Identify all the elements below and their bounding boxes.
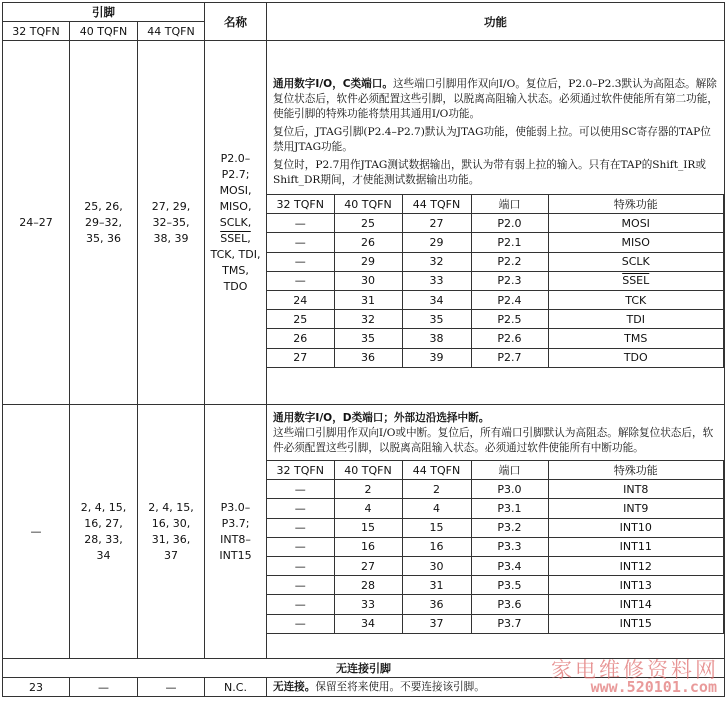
p3-pins44: 2, 4, 15, 16, 30, 31, 36, 37 <box>138 405 205 659</box>
special-function-row <box>267 290 724 309</box>
pin-description-table <box>2 2 725 697</box>
special-function-cell: TDI <box>548 310 724 329</box>
special-function-cell: 33 <box>334 595 402 614</box>
special-function-cell: 32 <box>402 252 471 271</box>
p2-th-32: 32 TQFN <box>267 195 334 214</box>
p2-name-line: SCLK, <box>219 215 252 229</box>
special-function-cell: INT13 <box>548 576 724 595</box>
special-function-cell: MOSI <box>548 214 724 233</box>
special-function-cell: — <box>267 556 334 575</box>
p3-pins40: 2, 4, 15, 16, 27, 28, 33, 34 <box>70 405 138 659</box>
special-function-row <box>267 576 724 595</box>
special-function-cell: 15 <box>334 518 402 537</box>
special-function-cell: 25 <box>267 310 334 329</box>
special-function-cell: P3.2 <box>471 518 548 537</box>
special-function-cell: 2 <box>402 480 471 499</box>
p3-function <box>267 405 725 659</box>
special-function-cell: 27 <box>402 214 471 233</box>
special-function-cell: — <box>267 576 334 595</box>
special-function-cell: 38 <box>402 329 471 348</box>
p2-pins40: 25, 26, 29–32, 35, 36 <box>70 41 138 405</box>
special-function-cell: P3.0 <box>471 480 548 499</box>
special-function-cell: P2.4 <box>471 290 548 309</box>
special-function-cell: 35 <box>334 329 402 348</box>
special-function-cell: P2.2 <box>471 252 548 271</box>
p3-th-special: 特殊功能 <box>548 461 724 480</box>
special-function-cell: TCK <box>548 290 724 309</box>
special-function-cell: 33 <box>402 271 471 290</box>
special-function-cell: SSEL <box>548 271 724 290</box>
special-function-cell: 34 <box>334 614 402 633</box>
special-function-cell: P3.3 <box>471 537 548 556</box>
special-function-row <box>267 329 724 348</box>
p3-description <box>267 405 724 456</box>
p3-th-40: 40 TQFN <box>334 461 402 480</box>
p3-pins32: — <box>3 405 70 659</box>
special-function-cell: P3.6 <box>471 595 548 614</box>
special-function-cell: INT14 <box>548 595 724 614</box>
p2-name-line: P2.0– <box>220 151 251 165</box>
special-function-cell: TDO <box>548 348 724 367</box>
p2-name-line: TDO <box>223 279 248 293</box>
special-function-cell: 29 <box>402 233 471 252</box>
p2-name-line: MOSI, <box>219 183 252 197</box>
pins-header: 引脚 <box>3 3 205 22</box>
special-function-cell: INT10 <box>548 518 724 537</box>
nc-desc-title: 无连接。 <box>273 680 316 693</box>
special-function-cell: 30 <box>402 556 471 575</box>
special-function-cell: 26 <box>334 233 402 252</box>
special-function-cell: — <box>267 499 334 518</box>
special-function-cell: 4 <box>402 499 471 518</box>
p3-name-line: P3.7; <box>221 516 250 530</box>
special-function-cell: 16 <box>334 537 402 556</box>
special-function-cell: P2.7 <box>471 348 548 367</box>
special-function-cell: TMS <box>548 329 724 348</box>
nc-name: N.C. <box>205 678 267 697</box>
special-function-row <box>267 310 724 329</box>
p2-th-40: 40 TQFN <box>334 195 402 214</box>
function-header: 功能 <box>267 3 725 41</box>
p2-th-special: 特殊功能 <box>548 195 724 214</box>
special-function-cell: 25 <box>334 214 402 233</box>
nc-desc: 保留至将来使用。不要连接该引脚。 <box>315 680 485 693</box>
special-function-cell: 35 <box>402 310 471 329</box>
p2-name-line: MISO, <box>219 199 252 213</box>
special-function-cell: — <box>267 214 334 233</box>
special-function-cell: INT11 <box>548 537 724 556</box>
special-function-row <box>267 214 724 233</box>
p2-name-line: P2.7; <box>221 167 250 181</box>
special-function-cell: 36 <box>402 595 471 614</box>
p2-desc-title: 通用数字I/O，C类端口。 <box>273 78 393 90</box>
special-function-row <box>267 499 724 518</box>
p2-pins44: 27, 29, 32–35, 38, 39 <box>138 41 205 405</box>
special-function-cell: 27 <box>267 348 334 367</box>
special-function-cell: — <box>267 614 334 633</box>
special-function-cell: INT12 <box>548 556 724 575</box>
special-function-cell: MISO <box>548 233 724 252</box>
special-function-row <box>267 480 724 499</box>
special-function-cell: SCLK <box>548 252 724 271</box>
p2-desc3: 复位时，P2.7用作JTAG测试数据输出，默认为带有弱上拉的输入。只有在TAP的Shift_IR或Shift_DR期间，才使能测试数据输出功能。 <box>273 159 707 186</box>
p2-special-function-table <box>267 194 724 368</box>
p2-desc1: 这些端口引脚用作双向I/O。复位后，P2.0–P2.3默认为高阻态。解除复位状态后，软件必须配置这些引脚，以脱离高阻输入状态。必须通过软件使能所有第二功能，使能引脚的特殊功能将禁用其通用I/O功能。 <box>273 78 718 120</box>
pkg44-header: 44 TQFN <box>138 22 205 41</box>
p3-name-line: INT15 <box>219 548 252 562</box>
special-function-row <box>267 271 724 290</box>
p2-th-44: 44 TQFN <box>402 195 471 214</box>
special-function-cell: 16 <box>402 537 471 556</box>
special-function-cell: P3.7 <box>471 614 548 633</box>
p2-th-port: 端口 <box>471 195 548 214</box>
watermark-text: 家电维修资料网 <box>551 658 719 682</box>
name-header: 名称 <box>205 3 267 41</box>
special-function-cell: 32 <box>334 310 402 329</box>
p3-desc-title: 通用数字I/O，D类端口；外部边沿选择中断。 <box>273 412 490 424</box>
special-function-row <box>267 252 724 271</box>
special-function-cell: 29 <box>334 252 402 271</box>
special-function-cell: 30 <box>334 271 402 290</box>
special-function-cell: 2 <box>334 480 402 499</box>
special-function-cell: P2.0 <box>471 214 548 233</box>
p3-special-function-table <box>267 460 724 634</box>
special-function-cell: 26 <box>267 329 334 348</box>
p2-name-line: TMS, <box>222 263 249 277</box>
special-function-row <box>267 614 724 633</box>
special-function-cell: 31 <box>402 576 471 595</box>
pkg32-header: 32 TQFN <box>3 22 70 41</box>
p2-function <box>267 41 725 405</box>
special-function-cell: P2.6 <box>471 329 548 348</box>
p3-th-32: 32 TQFN <box>267 461 334 480</box>
special-function-cell: INT8 <box>548 480 724 499</box>
special-function-cell: P3.4 <box>471 556 548 575</box>
p3-th-port: 端口 <box>471 461 548 480</box>
special-function-cell: 39 <box>402 348 471 367</box>
special-function-cell: INT9 <box>548 499 724 518</box>
special-function-row <box>267 595 724 614</box>
nc-section-title: 无连接引脚 <box>3 659 725 678</box>
special-function-cell: 4 <box>334 499 402 518</box>
special-function-cell: — <box>267 271 334 290</box>
special-function-cell: P2.1 <box>471 233 548 252</box>
special-function-cell: — <box>267 537 334 556</box>
special-function-cell: P2.5 <box>471 310 548 329</box>
special-function-cell: — <box>267 233 334 252</box>
p3-name-line: INT8– <box>220 532 251 546</box>
special-function-row <box>267 233 724 252</box>
special-function-cell: P2.3 <box>471 271 548 290</box>
special-function-cell: 37 <box>402 614 471 633</box>
watermark-url: www.520101.com <box>590 678 717 696</box>
special-function-cell: — <box>267 252 334 271</box>
special-function-cell: 27 <box>334 556 402 575</box>
special-function-cell: P3.5 <box>471 576 548 595</box>
p3-th-44: 44 TQFN <box>402 461 471 480</box>
special-function-row <box>267 348 724 367</box>
special-function-cell: 36 <box>334 348 402 367</box>
p2-description <box>267 41 724 188</box>
nc-pins44: — <box>138 678 205 697</box>
p3-desc1: 这些端口引脚用作双向I/O或中断。复位后，所有端口引脚默认为高阻态。解除复位状态后，软件必须配置这些引脚，以脱离高阻输入状态。必须通过软件使能所有中断功能。 <box>273 427 714 454</box>
special-function-row <box>267 556 724 575</box>
special-function-cell: — <box>267 595 334 614</box>
p2-name-line: TCK, TDI, <box>210 247 261 261</box>
special-function-cell: 28 <box>334 576 402 595</box>
p2-pins32: 24–27 <box>3 41 70 405</box>
nc-pins32: 23 <box>3 678 70 697</box>
special-function-cell: 24 <box>267 290 334 309</box>
special-function-cell: — <box>267 518 334 537</box>
p2-name <box>205 41 267 405</box>
p3-name <box>205 405 267 659</box>
special-function-cell: 34 <box>402 290 471 309</box>
special-function-cell: — <box>267 480 334 499</box>
p2-desc2: 复位后，JTAG引脚(P2.4–P2.7)默认为JTAG功能，使能弱上拉。可以使用SC寄存器的TAP位禁用JTAG功能。 <box>273 126 711 153</box>
nc-pins40: — <box>70 678 138 697</box>
special-function-cell: P3.1 <box>471 499 548 518</box>
special-function-cell: 31 <box>334 290 402 309</box>
p3-name-line: P3.0– <box>220 500 251 514</box>
special-function-row <box>267 518 724 537</box>
pkg40-header: 40 TQFN <box>70 22 138 41</box>
special-function-cell: 15 <box>402 518 471 537</box>
special-function-cell: INT15 <box>548 614 724 633</box>
special-function-row <box>267 537 724 556</box>
p2-name-line: SSEL, <box>220 231 251 245</box>
